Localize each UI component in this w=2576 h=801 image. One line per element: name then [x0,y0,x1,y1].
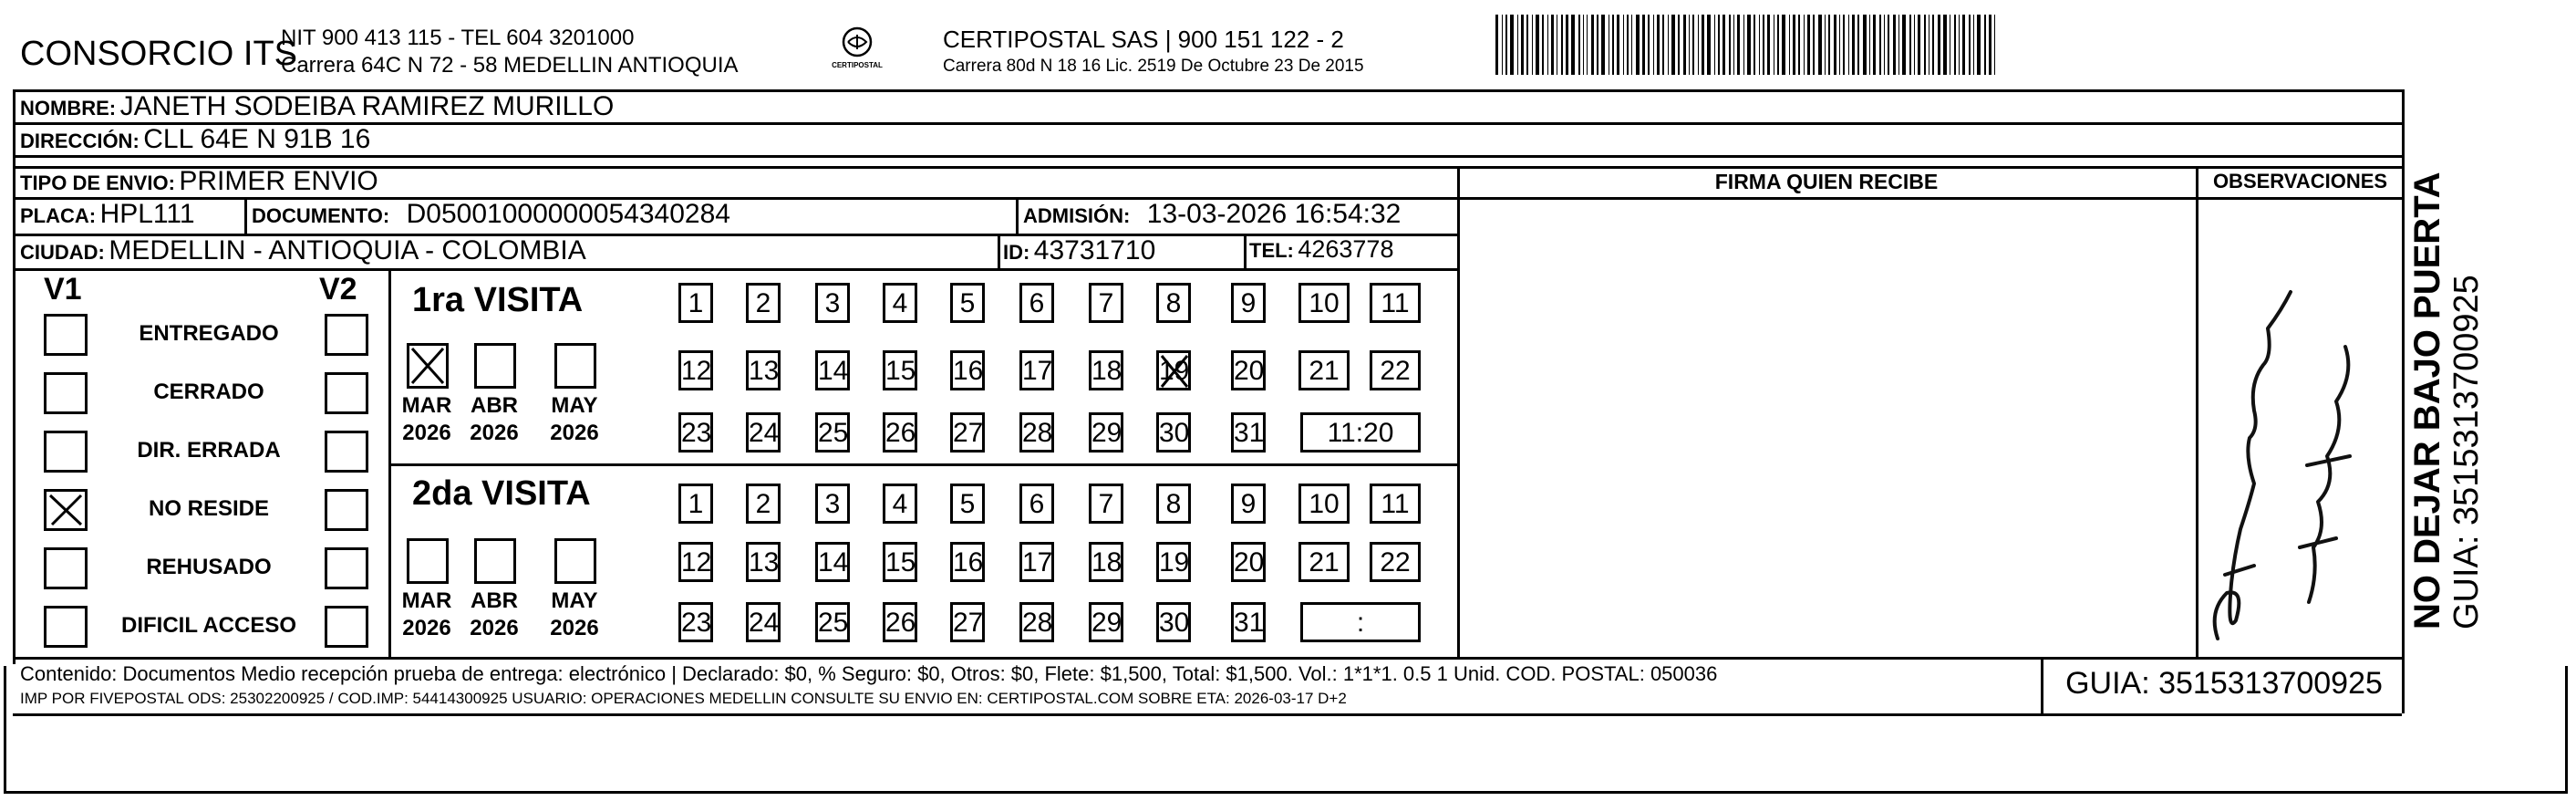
barcode [1495,15,2220,75]
v1-checkbox-cerrado[interactable] [44,372,88,414]
placa-value: HPL111 [99,199,195,229]
barcode-bar [1857,15,1859,75]
nombre-value: JANETH SODEIBA RAMIREZ MURILLO [119,91,615,121]
barcode-bar [1495,15,1498,75]
v2-header: V2 [319,272,357,307]
barcode-bar [1825,15,1826,75]
visit2-day-28[interactable]: 28 [1019,602,1054,642]
barcode-bar [1969,15,1971,75]
visit2-day-20[interactable]: 20 [1231,542,1266,582]
barcode-bar [1657,15,1660,75]
visit1-month-label [399,392,454,447]
grid-line [13,89,16,664]
visit2-day-26[interactable]: 26 [883,602,917,642]
barcode-bar [1617,15,1619,75]
barcode-bar [1678,15,1680,75]
barcode-bar [1873,15,1876,75]
barcode-bar [1848,15,1849,75]
direccion-row [20,124,370,155]
visit1-day-26[interactable]: 26 [883,412,917,453]
barcode-bar [1662,15,1664,75]
tipo-label: TIPO DE ENVIO: [20,172,175,194]
v2-checkbox-rehusado[interactable] [325,547,368,589]
visit2-day-23[interactable]: 23 [678,602,713,642]
v1-checkbox-no-reside[interactable] [44,489,88,531]
nombre-label: NOMBRE: [20,97,117,120]
grid-line [388,463,1457,466]
month-name: MAY [551,393,598,418]
firma-header: FIRMA QUIEN RECIBE [1714,170,1939,193]
tel-label: TEL: [1249,239,1294,262]
barcode-bar [1984,15,1986,75]
visit1-month-box-mar[interactable] [407,343,449,389]
v1-checkbox-rehusado[interactable] [44,547,88,589]
barcode-bar [1754,15,1755,75]
barcode-bar [1798,15,1800,75]
visit1-day-7[interactable]: 7 [1089,283,1123,323]
visit2-day-4[interactable]: 4 [883,484,917,524]
v2-checkbox-cerrado[interactable] [325,372,368,414]
barcode-bar [1743,15,1744,75]
visit1-month-box-abr[interactable] [474,343,516,389]
barcode-bar [1578,15,1580,75]
visit2-day-15[interactable]: 15 [883,542,917,582]
grid-line [13,122,2402,125]
barcode-bar [1612,15,1614,75]
barcode-bar [1747,15,1751,75]
check-mark-icon [47,492,85,528]
month-year: 2026 [470,421,519,445]
side-text [2407,82,2517,629]
barcode-bar [1879,15,1881,75]
id-value: 43731710 [1033,235,1156,265]
placa-cell [20,199,195,230]
month-year: 2026 [550,421,599,445]
barcode-bar [1989,15,1991,75]
visit2-day-21[interactable]: 21 [1298,542,1350,582]
barcode-bar [1834,15,1836,75]
visit2-month-label [547,588,602,642]
status-reason-label: DIR. ERRADA [137,438,281,463]
barcode-bar [1884,15,1885,75]
direccion-label: DIRECCIÓN: [20,130,140,152]
barcode-bar [1737,15,1740,75]
visit2-day-13[interactable]: 13 [746,542,781,582]
barcode-bar [1536,15,1539,75]
direccion-value: CLL 64E N 91B 16 [143,124,371,154]
visit2-day-6[interactable]: 6 [1019,484,1054,524]
company-name: CONSORCIO ITS [20,35,298,73]
barcode-bar [1597,15,1598,75]
barcode-bar [1521,15,1524,75]
barcode-bar [1828,15,1830,75]
visit2-day-31[interactable]: 31 [1231,602,1266,642]
carrier-name: CERTIPOSTAL SAS | 900 151 122 - 2 [943,26,1344,53]
visit2-day-18[interactable]: 18 [1089,542,1123,582]
documento-label: DOCUMENTO: [252,204,390,227]
barcode-bar [1898,15,1899,75]
barcode-bar [1729,15,1731,75]
visit1-day-29[interactable]: 29 [1089,412,1123,453]
barcode-bar [1623,15,1624,75]
barcode-bar [1902,15,1906,75]
month-name: MAR [401,393,452,418]
barcode-bar [1932,15,1934,75]
grid-line [2402,166,2405,713]
grid-line [1457,166,1460,659]
contenido-text: Contenido: Documentos Medio recepción prueba de entrega: electrónico | Declarado: $0, % Seguro: $0, Otros: $0, Flete: $1,500, Total: $1,500. Vol.: 1*1*1. 0.5 1 Unid. COD. POSTAL: 050036 [20,662,1718,685]
barcode-bar [1698,15,1699,75]
v1-checkbox-dificil-acceso[interactable] [44,606,88,648]
barcode-bar [1763,15,1764,75]
visit1-day-12[interactable]: 12 [678,350,713,390]
barcode-bar [1642,15,1645,75]
placa-label: PLACA: [20,204,97,227]
barcode-bar [1962,15,1965,75]
barcode-bar [1807,15,1810,75]
barcode-bar [1782,15,1785,75]
grid-line [998,234,1000,268]
v1-checkbox-entregado[interactable] [44,314,88,356]
barcode-bar [1689,15,1690,75]
visit1-day-16[interactable]: 16 [950,350,985,390]
barcode-bar [1938,15,1940,75]
visit2-day-17[interactable]: 17 [1019,542,1054,582]
status-reason-label: ENTREGADO [139,321,279,346]
visit1-title: 1ra VISITA [412,281,584,319]
month-name: MAR [401,588,452,613]
barcode-bar [1653,15,1654,75]
company-address: Carrera 64C N 72 - 58 MEDELLIN ANTIOQUIA [281,53,739,78]
grid-line [1016,197,1019,234]
check-mark-icon [1159,353,1190,390]
visit1-month-label [467,392,522,447]
ciudad-cell [20,235,586,266]
barcode-bar [1561,15,1563,75]
v2-checkbox-no-reside[interactable] [325,489,368,531]
tel-value: 4263778 [1298,235,1394,263]
grid-line [388,268,391,659]
visit1-day-10[interactable]: 10 [1298,283,1350,323]
barcode-bar [1869,15,1870,75]
visit2-day-14[interactable]: 14 [815,542,850,582]
barcode-bar [1526,15,1528,75]
barcode-bar [1789,15,1790,75]
visit1-day-4[interactable]: 4 [883,283,917,323]
v2-checkbox-entregado[interactable] [325,314,368,356]
carrier-address: Carrera 80d N 18 16 Lic. 2519 De Octubre 23 De 2015 [943,57,1364,76]
visit1-day-6[interactable]: 6 [1019,283,1054,323]
visit2-day-29[interactable]: 29 [1089,602,1123,642]
grid-line [1244,234,1247,268]
grid-line [2402,89,2405,172]
barcode-bar [1843,15,1845,75]
barcode-bar [1668,15,1669,75]
barcode-bar [1551,15,1554,75]
visit2-title: 2da VISITA [412,474,591,513]
visit2-month-label [399,588,454,642]
visit1-day-9[interactable]: 9 [1231,283,1266,323]
admision-cell [1023,199,1401,230]
id-cell [1003,235,1155,266]
visit1-day-1[interactable]: 1 [678,283,713,323]
v1-checkbox-dir-errada[interactable] [44,431,88,473]
barcode-bar [1517,15,1518,75]
barcode-bar [1532,15,1533,75]
visit2-time-box[interactable]: : [1300,602,1421,642]
visit1-day-15[interactable]: 15 [883,350,917,390]
visit1-day-3[interactable]: 3 [815,283,850,323]
tel-cell [1249,235,1393,264]
barcode-bar [1631,15,1632,75]
grid-line [13,155,2402,158]
barcode-bar [1683,15,1686,75]
admision-label: ADMISIÓN: [1023,204,1131,227]
barcode-bar [1804,15,1805,75]
visit2-day-3[interactable]: 3 [815,484,850,524]
visit2-day-30[interactable]: 30 [1156,602,1191,642]
documento-value: D05001000000054340284 [406,199,730,229]
barcode-bar [1566,15,1568,75]
barcode-bar [1671,15,1675,75]
barcode-bar [1723,15,1725,75]
barcode-bar [1973,15,1974,75]
visit1-time-box[interactable]: 11:20 [1300,412,1421,453]
visit2-month-box-abr[interactable] [474,538,516,584]
visit1-day-24[interactable]: 24 [746,412,781,453]
status-reason-label: REHUSADO [146,555,272,579]
certipostal-logo [821,24,894,75]
visit1-day-13[interactable]: 13 [746,350,781,390]
month-name: ABR [471,393,518,418]
visit1-day-8[interactable]: 8 [1156,283,1191,323]
barcode-bar [1839,15,1840,75]
barcode-bar [1707,15,1711,75]
status-reason-label: DIFICIL ACCESO [120,613,296,638]
barcode-bar [1542,15,1544,75]
barcode-bar [1813,15,1815,75]
ciudad-label: CIUDAD: [20,241,105,264]
visit1-day-18[interactable]: 18 [1089,350,1123,390]
barcode-bar [1601,15,1605,75]
nombre-row [20,91,614,122]
v2-checkbox-dir-errada[interactable] [325,431,368,473]
visit2-day-24[interactable]: 24 [746,602,781,642]
barcode-bar [1888,15,1889,75]
status-reason-label: CERRADO [153,380,264,404]
barcode-bar [1852,15,1855,75]
check-mark-icon [409,346,446,386]
visit1-day-2[interactable]: 2 [746,283,781,323]
observaciones-header: OBSERVACIONES [2212,170,2388,192]
month-name: MAY [551,588,598,613]
visit1-day-20[interactable]: 20 [1231,350,1266,390]
barcode-bar [1893,15,1896,75]
barcode-bar [1502,15,1503,75]
month-year: 2026 [470,616,519,640]
company-nit: NIT 900 413 115 - TEL 604 3201000 [281,26,635,50]
visit2-day-25[interactable]: 25 [815,602,850,642]
barcode-bar [1918,15,1920,75]
grid-line [2196,166,2198,659]
barcode-bar [1505,15,1507,75]
visit2-day-2[interactable]: 2 [746,484,781,524]
visit1-month-label [547,392,602,447]
grid-line [13,713,2402,716]
documento-cell [252,199,730,230]
footer-guia: GUIA: 3515313700925 [2065,666,2383,701]
status-reason-label: NO RESIDE [148,496,270,521]
visit2-day-1[interactable]: 1 [678,484,713,524]
barcode-bar [1718,15,1720,75]
barcode-bar [1627,15,1629,75]
barcode-bar [1714,15,1715,75]
tipo-value: PRIMER ENVIO [179,166,378,196]
visit2-day-5[interactable]: 5 [950,484,985,524]
visit1-day-5[interactable]: 5 [950,283,985,323]
side-guia-text: GUIA: 3515313700925 [2447,275,2486,629]
visit1-month-box-may[interactable] [554,343,596,389]
visit2-day-16[interactable]: 16 [950,542,985,582]
ciudad-value: MEDELLIN - ANTIOQUIA - COLOMBIA [109,235,586,265]
barcode-bar [1510,15,1514,75]
admision-value: 13-03-2026 16:54:32 [1146,199,1402,229]
recipient-signature [2199,274,2400,648]
visit1-day-23[interactable]: 23 [678,412,713,453]
barcode-bar [1648,15,1650,75]
visit2-day-8[interactable]: 8 [1156,484,1191,524]
grid-line [13,657,2402,660]
visit2-day-19[interactable]: 19 [1156,542,1191,582]
visit1-day-17[interactable]: 17 [1019,350,1054,390]
visit2-day-11[interactable]: 11 [1370,484,1421,524]
month-year: 2026 [402,616,451,640]
barcode-bar [1547,15,1548,75]
visit1-day-30[interactable]: 30 [1156,412,1191,453]
grid-line [13,268,1457,271]
barcode-bar [1793,15,1795,75]
barcode-bar [1943,15,1947,75]
id-label: ID: [1003,241,1030,264]
month-year: 2026 [550,616,599,640]
barcode-bar [1759,15,1760,75]
barcode-bar [1909,15,1911,75]
visit1-day-14[interactable]: 14 [815,350,850,390]
v2-checkbox-dificil-acceso[interactable] [325,606,368,648]
visit2-day-10[interactable]: 10 [1298,484,1350,524]
barcode-bar [1863,15,1867,75]
barcode-bar [1818,15,1822,75]
visit1-day-21[interactable]: 21 [1298,350,1350,390]
barcode-bar [1587,15,1588,75]
barcode-bar [1702,15,1704,75]
visit1-day-31[interactable]: 31 [1231,412,1266,453]
barcode-bar [1583,15,1584,75]
barcode-bar [1733,15,1734,75]
month-year: 2026 [402,421,451,445]
visit2-month-label [467,588,522,642]
month-name: ABR [471,588,518,613]
barcode-bar [1924,15,1926,75]
visit1-day-25[interactable]: 25 [815,412,850,453]
visit1-day-22[interactable]: 22 [1370,350,1421,390]
barcode-bar [1777,15,1779,75]
barcode-bar [1994,15,1995,75]
visit1-day-11[interactable]: 11 [1370,283,1421,323]
visit1-day-28[interactable]: 28 [1019,412,1054,453]
visit2-day-7[interactable]: 7 [1089,484,1123,524]
grid-line [244,197,247,234]
visit2-day-9[interactable]: 9 [1231,484,1266,524]
visit2-day-22[interactable]: 22 [1370,542,1421,582]
visit1-day-19[interactable]: 19 [1156,350,1191,390]
barcode-bar [1959,15,1960,75]
visit2-day-27[interactable]: 27 [950,602,985,642]
visit2-month-box-may[interactable] [554,538,596,584]
grid-line [2041,657,2043,713]
barcode-bar [1977,15,1981,75]
barcode-bar [1767,15,1770,75]
v1-header: V1 [44,272,82,307]
barcode-bar [1954,15,1956,75]
imp-text: IMP POR FIVEPOSTAL ODS: 25302200925 / COD.IMP: 54414300925 USUARIO: OPERACIONES MEDELLIN CONSULTE SU ENVIO EN: CERTIPOSTAL.COM SOBRE ETA: 2026-03-17 D+2 [20,690,1347,707]
visit1-day-27[interactable]: 27 [950,412,985,453]
barcode-bar [1571,15,1575,75]
visit2-day-12[interactable]: 12 [678,542,713,582]
barcode-bar [1914,15,1915,75]
barcode-bar [1692,15,1694,75]
barcode-bar [1636,15,1640,75]
tipo-row [20,166,378,197]
visit2-month-box-mar[interactable] [407,538,449,584]
no-dejar-text: NO DEJAR BAJO PUERTA [2407,172,2447,629]
svg-text:CERTIPOSTAL: CERTIPOSTAL [832,61,883,69]
barcode-bar [1591,15,1594,75]
